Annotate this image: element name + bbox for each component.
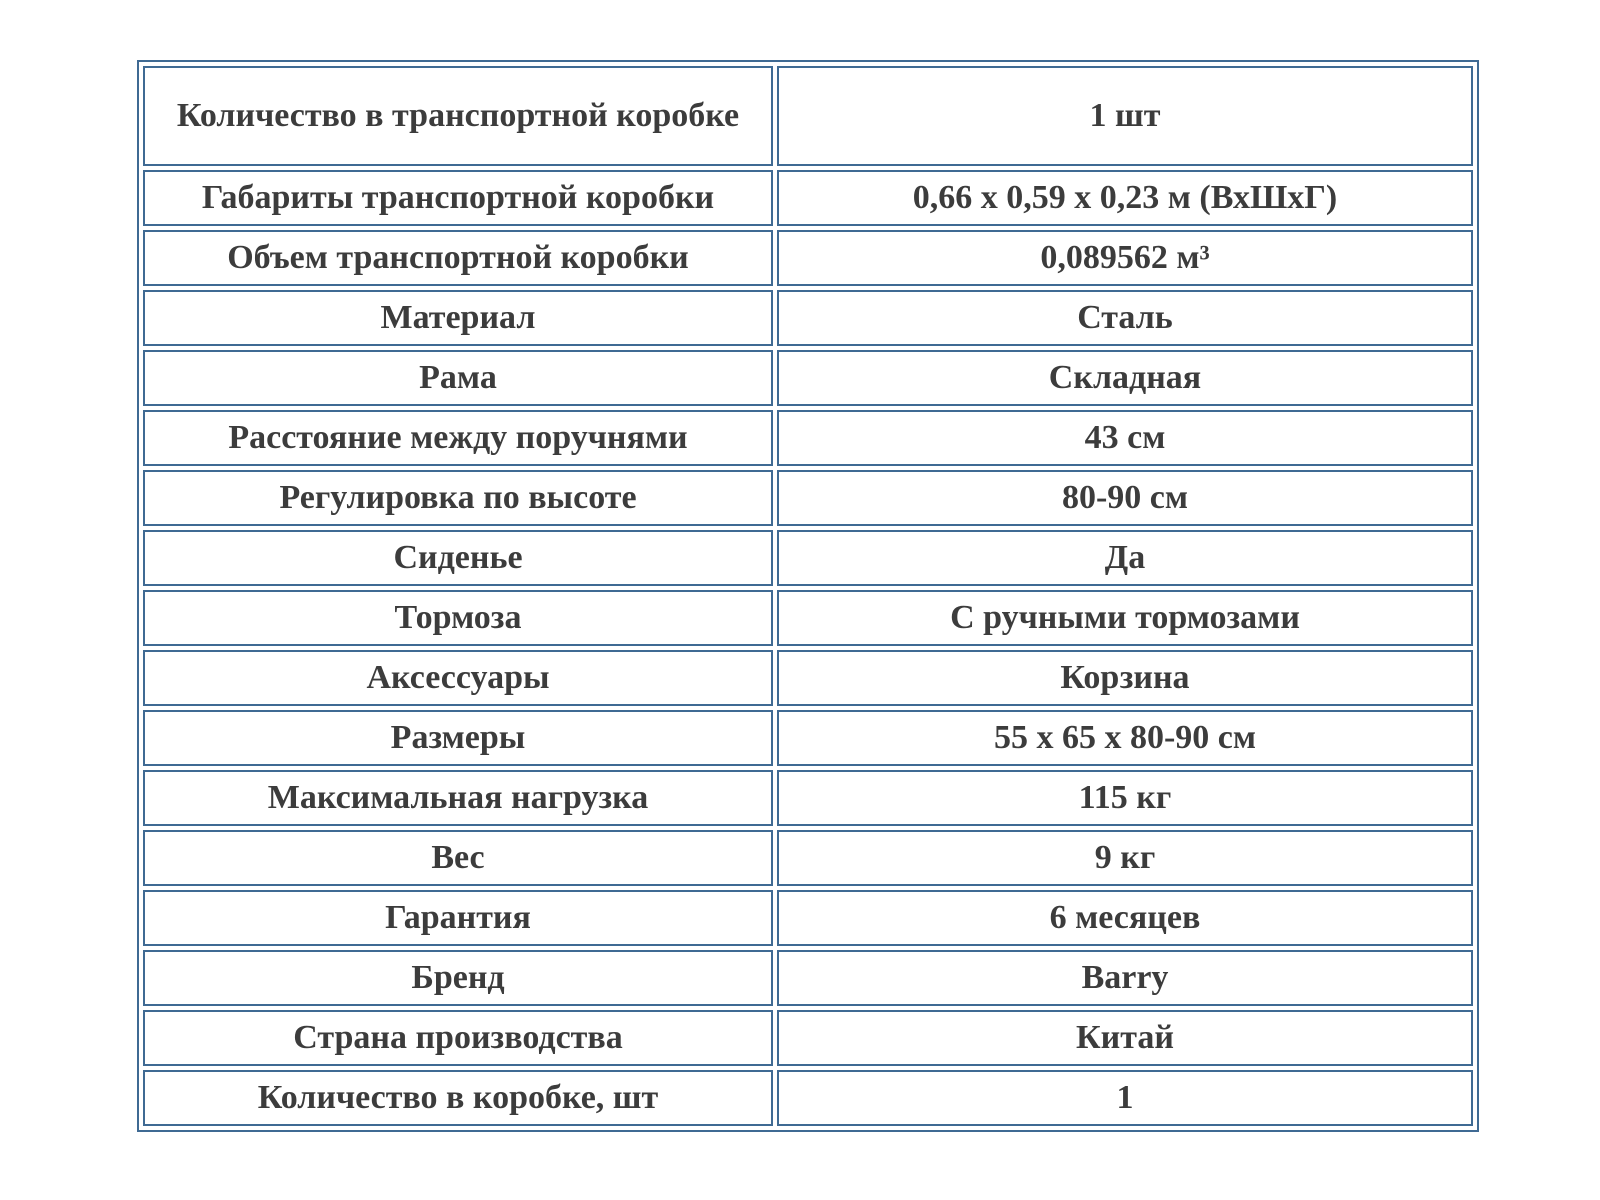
spec-label: Рама: [143, 350, 773, 406]
table-row: [143, 890, 1473, 946]
table-row: [143, 590, 1473, 646]
spec-value: Да: [777, 530, 1473, 586]
table-row: [143, 830, 1473, 886]
spec-table-body: [143, 66, 1473, 1126]
table-row: [143, 770, 1473, 826]
spec-value: 43 см: [777, 410, 1473, 466]
spec-label: Страна производства: [143, 1010, 773, 1066]
spec-label: Бренд: [143, 950, 773, 1006]
spec-value: Корзина: [777, 650, 1473, 706]
spec-value: 1: [777, 1070, 1473, 1126]
table-row: [143, 470, 1473, 526]
spec-value: 9 кг: [777, 830, 1473, 886]
table-row: [143, 650, 1473, 706]
spec-value: 80-90 см: [777, 470, 1473, 526]
spec-value: 0,66 х 0,59 х 0,23 м (ВхШхГ): [777, 170, 1473, 226]
spec-table: [137, 60, 1479, 1132]
spec-value: Barry: [777, 950, 1473, 1006]
table-row: [143, 66, 1473, 166]
spec-value: С ручными тормозами: [777, 590, 1473, 646]
spec-label: Гарантия: [143, 890, 773, 946]
table-row: [143, 230, 1473, 286]
spec-label: Максимальная нагрузка: [143, 770, 773, 826]
spec-value: Сталь: [777, 290, 1473, 346]
table-row: [143, 1070, 1473, 1126]
table-row: [143, 530, 1473, 586]
spec-value: 1 шт: [777, 66, 1473, 166]
table-row: [143, 710, 1473, 766]
spec-value: Китай: [777, 1010, 1473, 1066]
table-row: [143, 1010, 1473, 1066]
spec-label: Размеры: [143, 710, 773, 766]
spec-value: Складная: [777, 350, 1473, 406]
spec-label: Регулировка по высоте: [143, 470, 773, 526]
spec-value: 55 х 65 х 80-90 см: [777, 710, 1473, 766]
spec-label: Количество в транспортной коробке: [143, 66, 773, 166]
table-row: [143, 290, 1473, 346]
spec-label: Объем транспортной коробки: [143, 230, 773, 286]
spec-value: 6 месяцев: [777, 890, 1473, 946]
spec-label: Аксессуары: [143, 650, 773, 706]
table-row: [143, 170, 1473, 226]
table-row: [143, 350, 1473, 406]
spec-label: Материал: [143, 290, 773, 346]
spec-label: Тормоза: [143, 590, 773, 646]
spec-label: Расстояние между поручнями: [143, 410, 773, 466]
spec-label: Вес: [143, 830, 773, 886]
spec-value: 0,089562 м³: [777, 230, 1473, 286]
table-row: [143, 410, 1473, 466]
table-row: [143, 950, 1473, 1006]
spec-label: Габариты транспортной коробки: [143, 170, 773, 226]
spec-value: 115 кг: [777, 770, 1473, 826]
spec-label: Сиденье: [143, 530, 773, 586]
spec-label: Количество в коробке, шт: [143, 1070, 773, 1126]
